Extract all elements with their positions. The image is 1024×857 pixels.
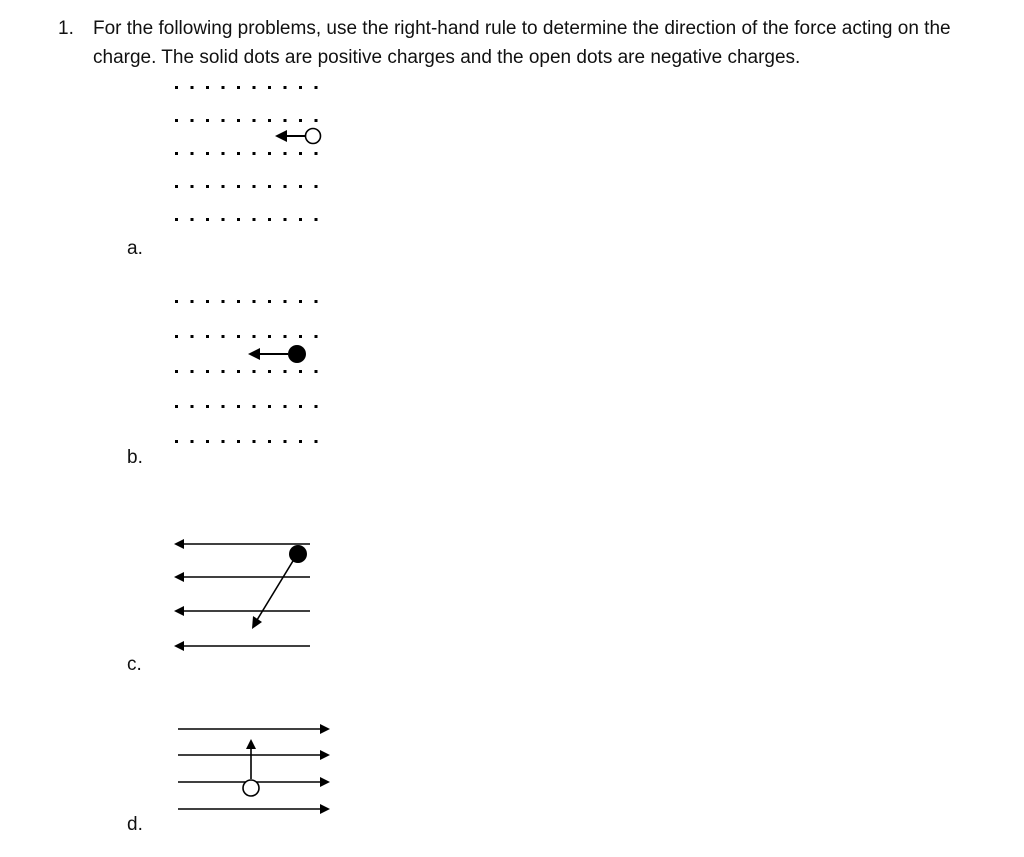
field-dot	[299, 370, 302, 373]
field-dot	[284, 300, 287, 303]
field-dot	[191, 218, 194, 221]
field-dot	[268, 152, 271, 155]
field-dot	[206, 152, 209, 155]
part-d-field-line	[178, 724, 330, 734]
field-dot	[175, 300, 178, 303]
field-dot	[284, 86, 287, 89]
field-dot	[237, 119, 240, 122]
field-dot	[299, 440, 302, 443]
field-dot	[175, 218, 178, 221]
field-dot	[237, 370, 240, 373]
field-dot	[237, 335, 240, 338]
field-dot	[222, 405, 225, 408]
part-c-velocity-arrow	[252, 556, 296, 629]
field-dot	[253, 218, 256, 221]
field-dot	[268, 335, 271, 338]
part-c-diagram	[160, 530, 330, 660]
part-c-field-line	[174, 539, 310, 549]
part-c-label: c.	[127, 654, 142, 675]
field-dot	[315, 218, 318, 221]
field-dot	[206, 370, 209, 373]
field-dot	[206, 86, 209, 89]
field-dot	[206, 300, 209, 303]
field-dot	[268, 300, 271, 303]
field-dot	[253, 370, 256, 373]
field-dot	[175, 152, 178, 155]
part-b-field-dots	[175, 300, 318, 443]
field-dot	[237, 405, 240, 408]
field-dot	[299, 300, 302, 303]
field-dot	[268, 440, 271, 443]
field-dot	[284, 370, 287, 373]
field-dot	[206, 218, 209, 221]
field-dot	[253, 300, 256, 303]
field-dot	[253, 185, 256, 188]
field-dot	[191, 152, 194, 155]
part-d-diagram	[160, 715, 340, 825]
field-dot	[237, 86, 240, 89]
field-dot	[284, 185, 287, 188]
part-d-negative-charge	[243, 780, 259, 796]
problem-statement: For the following problems, use the right-hand rule to determine the direction of the force acting on the charge. The solid dots are positive charges and the open dots are negative charges.	[93, 18, 951, 68]
field-dot	[284, 335, 287, 338]
part-c-field-line	[174, 572, 310, 582]
field-dot	[222, 86, 225, 89]
field-dot	[175, 119, 178, 122]
field-dot	[315, 405, 318, 408]
field-dot	[268, 370, 271, 373]
field-dot	[284, 440, 287, 443]
field-dot	[237, 152, 240, 155]
field-dot	[253, 119, 256, 122]
field-dot	[191, 440, 194, 443]
field-dot	[315, 185, 318, 188]
part-c-positive-charge	[289, 545, 307, 563]
field-dot	[191, 335, 194, 338]
field-dot	[268, 86, 271, 89]
field-dot	[191, 300, 194, 303]
part-a-velocity-arrow	[275, 130, 306, 142]
part-b-diagram	[160, 290, 340, 450]
field-dot	[191, 405, 194, 408]
part-d-field-line	[178, 804, 330, 814]
part-b-label: b.	[127, 447, 143, 468]
field-dot	[284, 405, 287, 408]
part-c-field-line	[174, 606, 310, 616]
field-dot	[284, 152, 287, 155]
part-d-velocity-arrow	[246, 739, 256, 779]
field-dot	[299, 218, 302, 221]
field-dot	[253, 152, 256, 155]
field-dot	[315, 335, 318, 338]
field-dot	[222, 152, 225, 155]
field-dot	[175, 405, 178, 408]
field-dot	[191, 86, 194, 89]
field-dot	[191, 370, 194, 373]
field-dot	[268, 119, 271, 122]
field-dot	[284, 218, 287, 221]
field-dot	[237, 300, 240, 303]
part-d-field-line	[178, 750, 330, 760]
field-dot	[191, 185, 194, 188]
field-dot	[253, 405, 256, 408]
field-dot	[175, 440, 178, 443]
field-dot	[253, 335, 256, 338]
field-dot	[315, 440, 318, 443]
field-dot	[222, 185, 225, 188]
field-dot	[253, 440, 256, 443]
field-dot	[299, 119, 302, 122]
field-dot	[268, 185, 271, 188]
field-dot	[175, 86, 178, 89]
field-dot	[175, 185, 178, 188]
field-dot	[315, 152, 318, 155]
field-dot	[175, 335, 178, 338]
field-dot	[222, 218, 225, 221]
field-dot	[222, 370, 225, 373]
field-dot	[268, 405, 271, 408]
field-dot	[237, 185, 240, 188]
field-dot	[284, 119, 287, 122]
part-a-negative-charge	[306, 129, 321, 144]
field-dot	[191, 119, 194, 122]
field-dot	[299, 405, 302, 408]
part-b-positive-charge	[288, 345, 306, 363]
part-d-label: d.	[127, 814, 143, 835]
part-a-diagram	[160, 80, 340, 230]
field-dot	[222, 119, 225, 122]
field-dot	[222, 335, 225, 338]
field-dot	[253, 86, 256, 89]
field-dot	[299, 86, 302, 89]
field-dot	[315, 86, 318, 89]
field-dot	[315, 119, 318, 122]
part-c-field-line	[174, 641, 310, 651]
field-dot	[206, 185, 209, 188]
field-dot	[268, 218, 271, 221]
field-dot	[299, 335, 302, 338]
part-a-field-dots	[175, 86, 318, 221]
field-dot	[315, 370, 318, 373]
part-a-label: a.	[127, 238, 143, 259]
field-dot	[206, 335, 209, 338]
field-dot	[299, 185, 302, 188]
field-dot	[237, 440, 240, 443]
problem-number: 1.	[58, 18, 74, 39]
field-dot	[206, 440, 209, 443]
field-dot	[315, 300, 318, 303]
part-b-velocity-arrow	[248, 348, 288, 360]
field-dot	[299, 152, 302, 155]
field-dot	[222, 440, 225, 443]
field-dot	[222, 300, 225, 303]
part-d-field-lines	[178, 724, 330, 814]
field-dot	[206, 405, 209, 408]
field-dot	[175, 370, 178, 373]
field-dot	[206, 119, 209, 122]
field-dot	[237, 218, 240, 221]
